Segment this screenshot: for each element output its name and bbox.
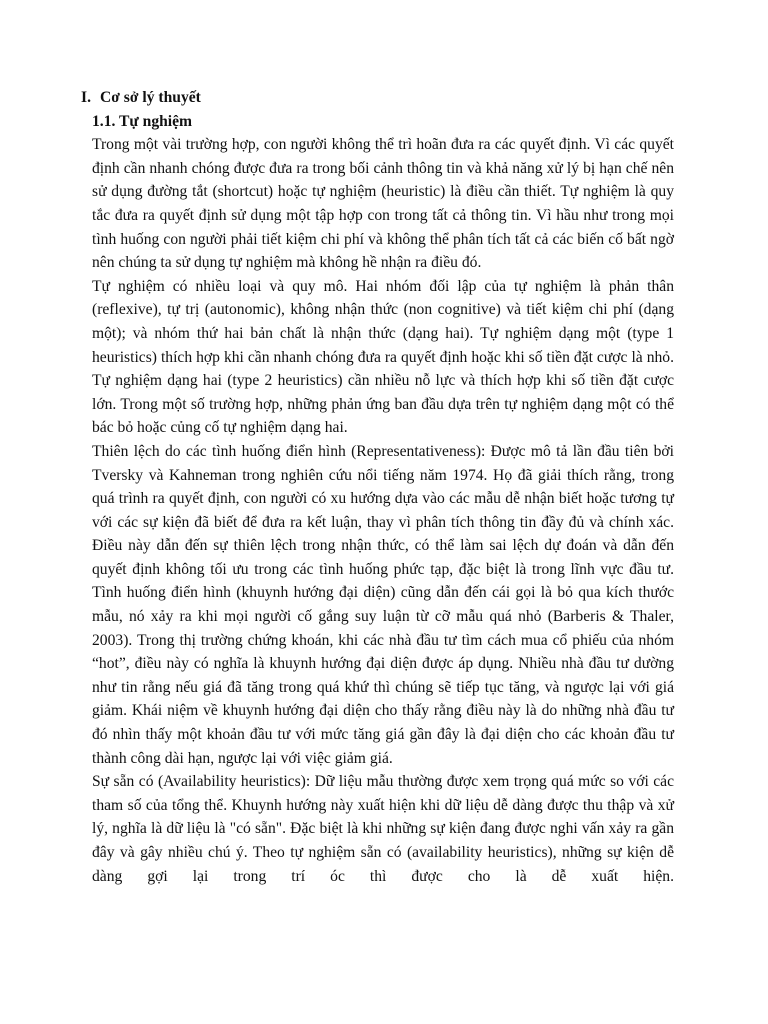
document-body [81,86,674,888]
paragraph-intro: Trong một vài trường hợp, con người không thể trì hoãn đưa ra các quyết định. Vì các quyết định cần nhanh chóng được đưa ra trong bối cảnh thông tin và khả năng xử lý bị hạn chế nên sử dụng đường tắt (shortcut) hoặc tự nghiệm (heuristic) là điều cần thiết. Tự nghiệm là quy tắc đưa ra quyết định sử dụng một tập hợp con trong tất cả thông tin. Vì hầu như trong mọi tình huống con người phải tiết kiệm chi phí và không thể phân tích tất cả các biến cố bất ngờ nên chúng ta sử dụng tự nghiệm mà không hề nhận ra điều đó. [92,136,674,272]
paragraph-representativeness: Thiên lệch do các tình huống điển hình (Representativeness): Được mô tả lần đầu tiên bởi Tversky và Kahneman trong nghiên cứu nổi tiếng năm 1974. Họ đã giải thích rằng, trong quá trình ra quyết định, con người có xu hướng dựa vào các mẫu dễ nhận biết hoặc tương tự với các sự kiện đã biết để đưa ra kết luận, thay vì phân tích thông tin đầy đủ và chính xác. Điều này dẫn đến sự thiên lệch trong nhận thức, có thể làm sai lệch dự đoán và dẫn đến quyết định không tối ưu trong các tình huống phức tạp, đặc biệt là trong lĩnh vực đầu tư. Tình huống điển hình (khuynh hướng đại diện) cũng dẫn đến cái gọi là bỏ qua kích thước mẫu, nó xảy ra khi mọi người cố gắng suy luận từ cỡ mẫu quá nhỏ (Barberis & Thaler, 2003). Trong thị trường chứng khoán, khi các nhà đầu tư tìm cách mua cổ phiếu của nhóm “hot”, điều này có nghĩa là khuynh hướng đại diện được áp dụng. Nhiều nhà đầu tư dường như tin rằng nếu giá đã tăng trong quá khứ thì chúng sẽ tiếp tục tăng, và ngược lại với giá giảm. Khái niệm về khuynh hướng đại diện cho thấy rằng điều này là do những nhà đầu tư đó nhìn thấy một khoản đầu tư với mức tăng giá gần đây là đại diện cho các khoản đầu tư thành công dài hạn, ngược lại với việc giảm giá. [92,442,674,767]
section-title: Cơ sở lý thuyết [100,89,201,106]
subsection-heading: 1.1. Tự nghiệm [92,112,193,130]
paragraph-availability: Sự sẵn có (Availability heuristics): Dữ liệu mẫu thường được xem trọng quá mức so với các tham số của tổng thể. Khuynh hướng này xuất hiện khi dữ liệu dễ dàng được thu thập và xử lý, nghĩa là dữ liệu là "có sẵn". Đặc biệt là khi những sự kiện đang được nghi vấn xảy ra gần đây và gây nhiều chú ý. Theo tự nghiệm sẵn có (availability heuristics), những sự kiện dễ dàng gợi lại trong trí óc thì được cho là dễ xuất hiện. [92,773,674,885]
section-heading [81,86,674,110]
paragraph-heuristic-types: Tự nghiệm có nhiều loại và quy mô. Hai nhóm đối lập của tự nghiệm là phản thân (reflexive), tự trị (autonomic), không nhận thức (non cognitive) và tiết kiệm chi phí (dạng một); và nhóm thứ hai bản chất là nhận thức (dạng hai). Tự nghiệm dạng một (type 1 heuristics) thích hợp khi cần nhanh chóng đưa ra quyết định hoặc khi số tiền đặt cược là nhỏ. Tự nghiệm dạng hai (type 2 heuristics) cần nhiều nỗ lực và thích hợp khi số tiền đặt cược lớn. Trong một số trường hợp, những phản ứng ban đầu dựa trên tự nghiệm dạng một có thể bác bỏ hoặc củng cố tự nghiệm dạng hai. [92,277,674,437]
section-number: I. [81,89,91,106]
